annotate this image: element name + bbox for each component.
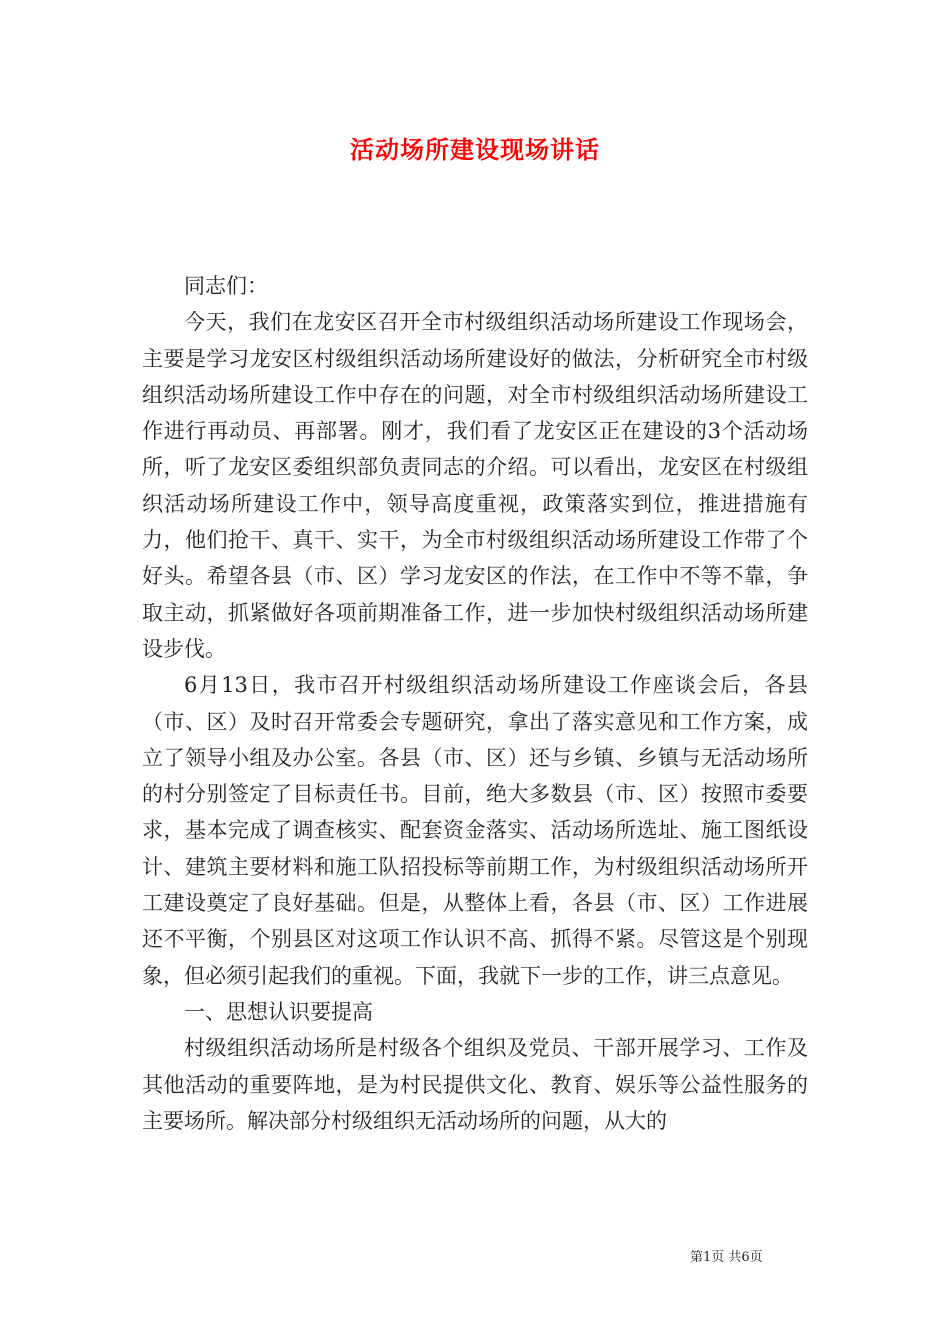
paragraph-1: 今天，我们在龙安区召开全市村级组织活动场所建设工作现场会，主要是学习龙安区村级组织活动场所建设好的做法，分析研究全市村级组织活动场所建设工作中存在的问题，对全市村级组织活动场所建设工作进行再动员、再部署。刚才，我们看了龙安区正在建设的3个活动场所，听了龙安区委组织部负责同志的介绍。可以看出，龙安区在村级组织活动场所建设工作中，领导高度重视，政策落实到位，推进措施有力，他们抢干、真干、实干，为全市村级组织活动场所建设工作带了个好头。希望各县（市、区）学习龙安区的作法，在工作中不等不靠，争取主动，抓紧做好各项前期准备工作，进一步加快村级组织活动场所建设步伐。 [142,310,808,661]
section-heading: 一、思想认识要提高 [184,999,373,1024]
paragraph-3: 村级组织活动场所是村级各个组织及党员、干部开展学习、工作及其他活动的重要阵地，是为村民提供文化、教育、娱乐等公益性服务的主要场所。解决部分村级组织无活动场所的问题，从大的 [142,1036,808,1133]
salutation: 同志们： [184,274,268,298]
document-body [142,268,808,1139]
paragraph-2: 6月13日，我市召开村级组织活动场所建设工作座谈会后，各县（市、区）及时召开常委会专题研究，拿出了落实意见和工作方案，成立了领导小组及办公室。各县（市、区）还与乡镇、乡镇与无活动场所的村分别签定了目标责任书。目前，绝大多数县（市、区）按照市委要求，基本完成了调查核实、配套资金落实、活动场所选址、施工图纸设计、建筑主要材料和施工队招投标等前期工作，为村级组织活动场所开工建设奠定了良好基础。但是，从整体上看，各县（市、区）工作进展还不平衡，个别县区对这项工作认识不高、抓得不紧。尽管这是个别现象，但必须引起我们的重视。下面，我就下一步的工作，讲三点意见。 [142,673,808,988]
page-number: 第1页 共6页 [690,1250,763,1265]
document-title: 活动场所建设现场讲话 [350,135,600,164]
